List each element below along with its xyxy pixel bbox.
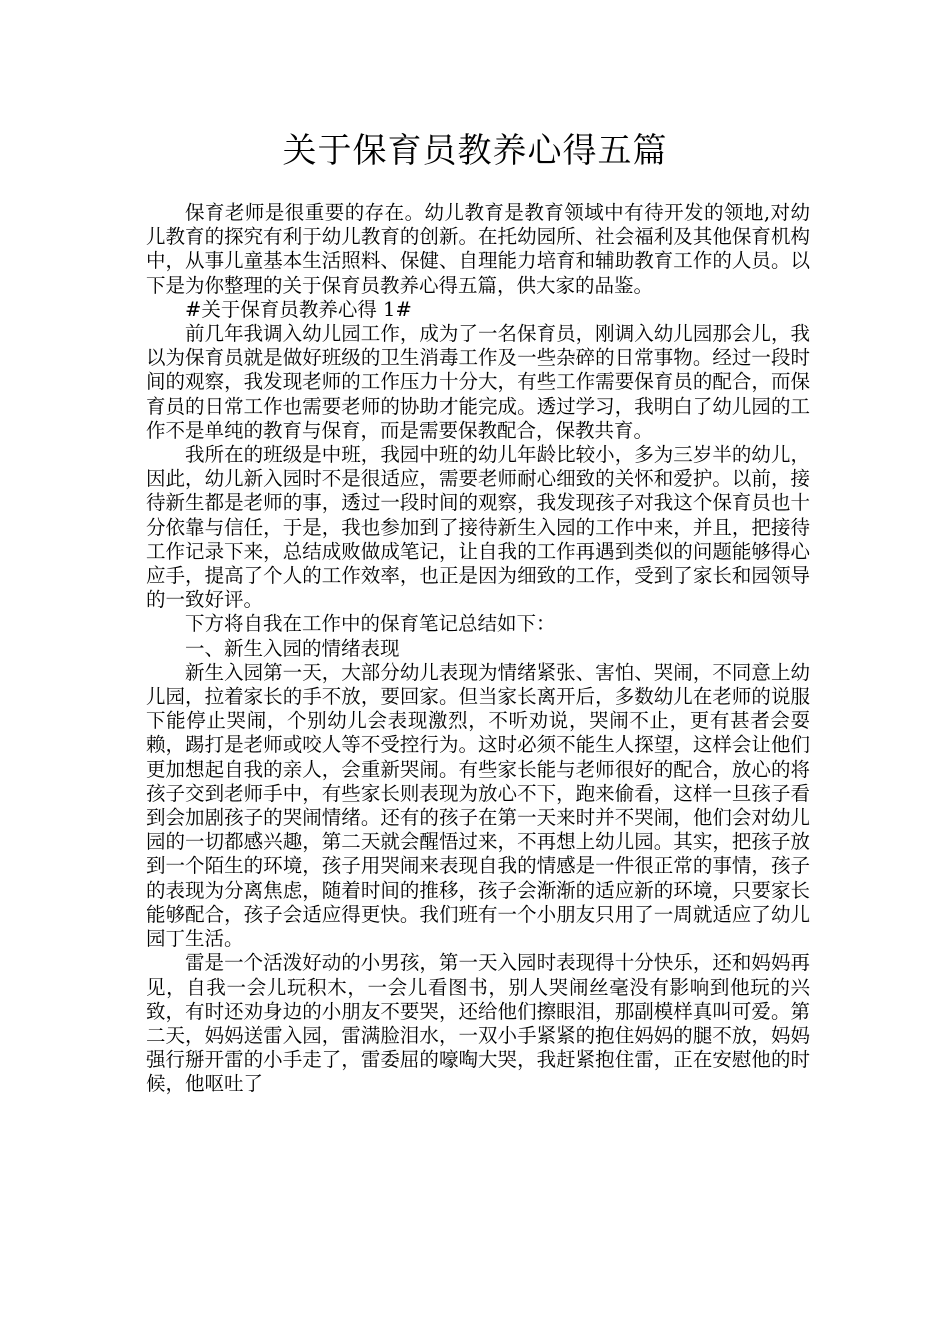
paragraph: 前几年我调入幼儿园工作，成为了一名保育员，刚调入幼儿园那会儿，我以为保育员就是做好班级的卫生消毒工作及一些杂碎的日常事物。经过一段时间的观察，我发现老师的工作压力十分大，有些工作需要保育员的配合，而保育员的日常工作也需要老师的协助才能完成。透过学习，我明白了幼儿园的工作不是单纯的教育与保育，而是需要保教配合，保教共育。	[146, 322, 810, 442]
paragraph: 我所在的班级是中班，我园中班的幼儿年龄比较小，多为三岁半的幼儿，因此，幼儿新入园时不是很适应，需要老师耐心细致的关怀和爱护。以前，接待新生都是老师的事，透过一段时间的观察，我发现孩子对我这个保育员也十分依靠与信任，于是，我也参加到了接待新生入园的工作中来，并且，把接待工作记录下来，总结成败做成笔记，让自我的工作再遇到类似的问题能够得心应手，提高了个人的工作效率，也正是因为细致的工作，受到了家长和园领导的一致好评。	[146, 443, 810, 612]
paragraph: 新生入园第一天，大部分幼儿表现为情绪紧张、害怕、哭闹，不同意上幼儿园，拉着家长的手不放，要回家。但当家长离开后，多数幼儿在老师的说服下能停止哭闹，个别幼儿会表现激烈，不听劝说，哭闹不止，更有甚者会耍赖，踢打是老师或咬人等不受控行为。这时必须不能生人探望，这样会让他们更加想起自我的亲人，会重新哭闹。有些家长能与老师很好的配合，放心的将孩子交到老师手中，有些家长则表现为放心不下，跑来偷看，这样一旦孩子看到会加剧孩子的哭闹情绪。还有的孩子在第一天来时并不哭闹，他们会对幼儿园的一切都感兴趣，第二天就会醒悟过来，不再想上幼儿园。其实，把孩子放到一个陌生的环境，孩子用哭闹来表现自我的情感是一件很正常的事情，孩子的表现为分离焦虑，随着时间的推移，孩子会渐渐的适应新的环境，只要家长能够配合，孩子会适应得更快。我们班有一个小朋友只用了一周就适应了幼儿园丁生活。	[146, 660, 810, 951]
paragraph: 下方将自我在工作中的保育笔记总结如下：	[185, 612, 556, 636]
section-heading-1: #关于保育员教养心得 1#	[185, 297, 412, 321]
subheading: 一、新生入园的情绪表现	[185, 636, 400, 660]
document-title: 关于保育员教养心得五篇	[282, 131, 668, 171]
paragraph: 雷是一个活泼好动的小男孩，第一天入园时表现得十分快乐，还和妈妈再见，自我一会儿玩积木，一会儿看图书，别人哭闹丝毫没有影响到他玩的兴致，有时还劝身边的小朋友不要哭，还给他们擦眼泪，那副模样真叫可爱。第二天，妈妈送雷入园，雷满脸泪水，一双小手紧紧的抱住妈妈的腿不放，妈妈强行掰开雷的小手走了，雷委屈的嚎啕大哭，我赶紧抱住雷，正在安慰他的时候，他呕吐了	[146, 951, 810, 1096]
document-body	[146, 201, 810, 1097]
paragraph-intro: 保育老师是很重要的存在。幼儿教育是教育领域中有待开发的领地,对幼儿教育的探究有利于幼儿教育的创新。在托幼园所、社会福利及其他保育机构中，从事儿童基本生活照料、保健、自理能力培育和辅助教育工作的人员。以下是为你整理的关于保育员教养心得五篇，供大家的品鉴。	[146, 201, 810, 297]
